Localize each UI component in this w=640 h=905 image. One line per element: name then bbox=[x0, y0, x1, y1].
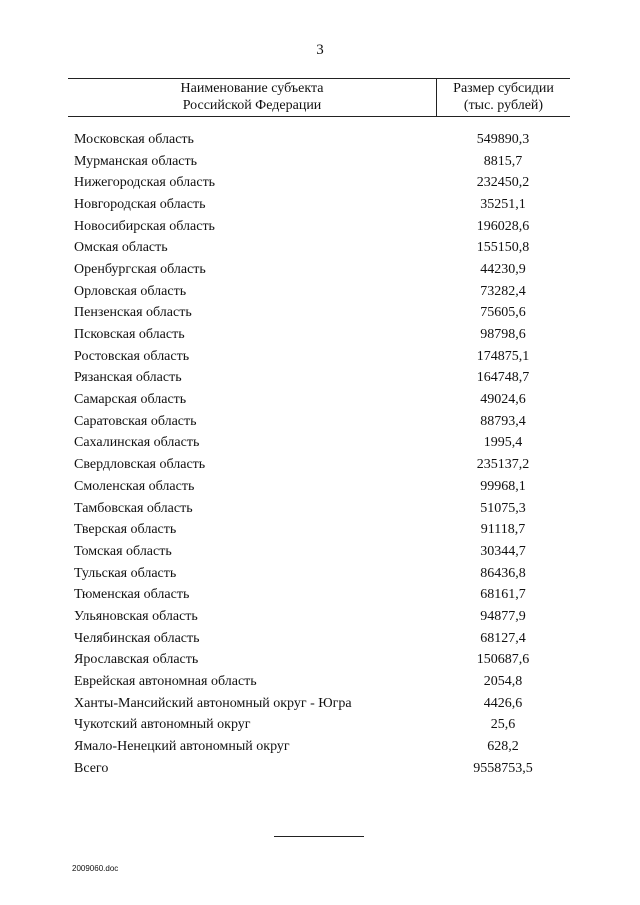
table-row bbox=[74, 346, 570, 368]
subject-name: Пензенская область bbox=[74, 305, 192, 321]
subject-name: Ульяновская область bbox=[74, 608, 198, 624]
subject-name: Тверская область bbox=[74, 522, 177, 538]
subject-name: Псковская область bbox=[74, 327, 185, 343]
subject-name: Тамбовская область bbox=[74, 500, 193, 516]
subject-name: Всего bbox=[74, 760, 109, 776]
subject-name: Орловская область bbox=[74, 283, 187, 299]
subsidy-amount: 44230,9 bbox=[480, 261, 526, 277]
table-row bbox=[74, 194, 570, 216]
subject-name: Мурманская область bbox=[74, 153, 198, 169]
subsidy-amount: 68161,7 bbox=[480, 587, 526, 603]
subsidy-amount: 2054,8 bbox=[483, 674, 523, 690]
table-header-bottom-rule bbox=[68, 116, 570, 117]
table-row bbox=[74, 172, 570, 194]
subject-name: Новгородская область bbox=[74, 196, 206, 212]
table-row bbox=[74, 389, 570, 411]
subsidy-amount: 1995,4 bbox=[483, 435, 523, 451]
subject-name: Смоленская область bbox=[74, 478, 195, 494]
subject-name: Омская область bbox=[74, 240, 168, 256]
subsidy-amount: 99968,1 bbox=[480, 478, 526, 494]
table-row bbox=[74, 411, 570, 433]
table-row bbox=[74, 433, 570, 455]
table-row bbox=[74, 758, 570, 780]
table-row bbox=[74, 628, 570, 650]
subject-name: Новосибирская область bbox=[74, 218, 215, 234]
subject-name: Рязанская область bbox=[74, 370, 182, 386]
subsidy-amount: 174875,1 bbox=[476, 348, 530, 364]
subject-name: Саратовская область bbox=[74, 413, 197, 429]
table-row bbox=[74, 541, 570, 563]
subject-name: Самарская область bbox=[74, 392, 187, 408]
table-row bbox=[74, 476, 570, 498]
subject-name: Чукотский автономный округ bbox=[74, 717, 251, 733]
subsidy-amount: 30344,7 bbox=[480, 543, 526, 559]
table-row bbox=[74, 715, 570, 737]
column-header-amount-line2: (тыс. рублей) bbox=[463, 98, 544, 113]
table-row bbox=[74, 498, 570, 520]
table-row bbox=[74, 519, 570, 541]
table-row bbox=[74, 671, 570, 693]
column-header-amount bbox=[437, 80, 570, 114]
subsidy-amount: 232450,2 bbox=[476, 175, 530, 191]
table-row bbox=[74, 736, 570, 758]
table-row bbox=[74, 584, 570, 606]
table-row bbox=[74, 129, 570, 151]
subsidy-amount: 150687,6 bbox=[476, 652, 530, 668]
table-row bbox=[74, 368, 570, 390]
table-row bbox=[74, 259, 570, 281]
subject-name: Ярославская область bbox=[74, 652, 199, 668]
subject-name: Ростовская область bbox=[74, 348, 190, 364]
table-row bbox=[74, 563, 570, 585]
subsidy-amount: 235137,2 bbox=[476, 457, 530, 473]
subject-name: Еврейская автономная область bbox=[74, 674, 257, 690]
subsidy-amount: 73282,4 bbox=[480, 283, 526, 299]
subsidy-amount: 91118,7 bbox=[480, 522, 526, 538]
table-row bbox=[74, 606, 570, 628]
subject-name: Тульская область bbox=[74, 565, 177, 581]
table-row bbox=[74, 693, 570, 715]
subject-name: Ханты-Мансийский автономный округ - Югра bbox=[74, 695, 352, 711]
subsidy-amount: 75605,6 bbox=[480, 305, 526, 321]
page-number: 3 bbox=[316, 42, 324, 58]
subject-name: Московская область bbox=[74, 131, 194, 147]
subsidy-table-body bbox=[74, 129, 570, 780]
column-header-subject-line2: Российской Федерации bbox=[182, 98, 322, 113]
subsidy-amount: 98798,6 bbox=[480, 327, 526, 343]
table-row bbox=[74, 324, 570, 346]
subject-name: Нижегородская область bbox=[74, 175, 216, 191]
column-header-subject bbox=[68, 80, 436, 114]
subsidy-amount: 628,2 bbox=[487, 739, 519, 755]
subsidy-amount: 155150,8 bbox=[476, 240, 530, 256]
column-header-subject-line1: Наименование субъекта bbox=[180, 81, 324, 96]
table-header-top-rule bbox=[68, 78, 570, 79]
table-row bbox=[74, 216, 570, 238]
subsidy-amount: 8815,7 bbox=[483, 153, 523, 169]
subject-name: Свердловская область bbox=[74, 457, 206, 473]
table-row bbox=[74, 454, 570, 476]
subject-name: Тюменская область bbox=[74, 587, 190, 603]
subsidy-amount: 549890,3 bbox=[476, 131, 530, 147]
table-row bbox=[74, 650, 570, 672]
subsidy-amount: 35251,1 bbox=[480, 196, 526, 212]
table-row bbox=[74, 237, 570, 259]
subsidy-amount: 51075,3 bbox=[480, 500, 526, 516]
subsidy-amount: 68127,4 bbox=[480, 630, 526, 646]
subsidy-amount: 49024,6 bbox=[480, 392, 526, 408]
subsidy-amount: 25,6 bbox=[490, 717, 516, 733]
subject-name: Челябинская область bbox=[74, 630, 200, 646]
table-row bbox=[74, 281, 570, 303]
subsidy-amount: 4426,6 bbox=[483, 695, 523, 711]
subject-name: Сахалинская область bbox=[74, 435, 200, 451]
subject-name: Оренбургская область bbox=[74, 261, 206, 277]
table-row bbox=[74, 151, 570, 173]
document-id: 2009060.doc bbox=[72, 864, 119, 873]
subsidy-amount: 164748,7 bbox=[476, 370, 530, 386]
subsidy-amount: 94877,9 bbox=[480, 608, 526, 624]
subject-name: Томская область bbox=[74, 543, 172, 559]
footer-divider bbox=[274, 836, 364, 837]
column-header-amount-line1: Размер субсидии bbox=[453, 81, 554, 96]
subsidy-amount: 196028,6 bbox=[476, 218, 530, 234]
subsidy-amount: 88793,4 bbox=[480, 413, 526, 429]
table-row bbox=[74, 303, 570, 325]
subsidy-amount: 86436,8 bbox=[480, 565, 526, 581]
subject-name: Ямало-Ненецкий автономный округ bbox=[74, 739, 290, 755]
subsidy-amount: 9558753,5 bbox=[473, 760, 533, 776]
